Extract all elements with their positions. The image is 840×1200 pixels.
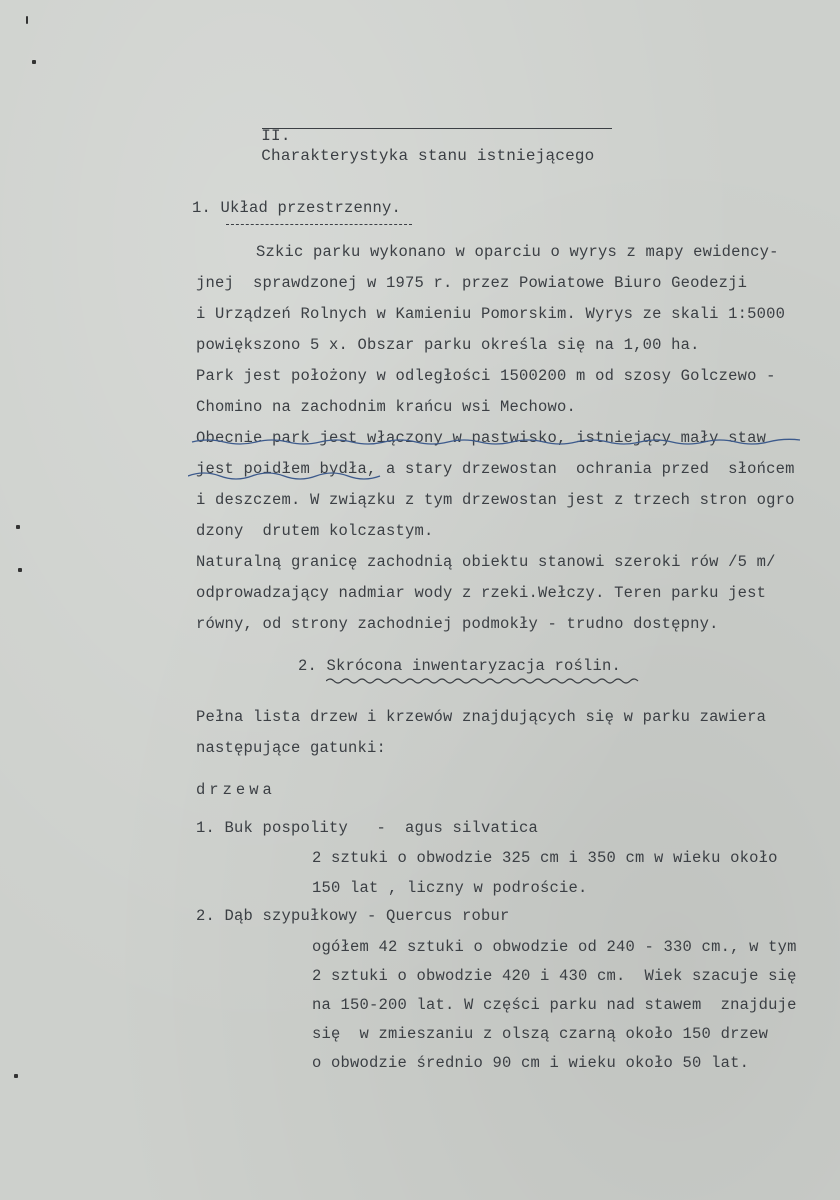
category-label: drzewa (196, 781, 276, 799)
heading-text: Charakterystyka stanu istniejącego (261, 147, 595, 165)
list-item-detail: o obwodzie średnio 90 cm i wieku około 50 lat. (312, 1054, 750, 1072)
paragraph-line: dzony drutem kolczastym. (196, 522, 434, 540)
section-heading (222, 106, 594, 186)
paragraph-line: Park jest położony w odległości 1500200 m od szosy Golczewo - (196, 367, 776, 385)
margin-mark (14, 1074, 18, 1078)
paragraph-line: odprowadzający nadmiar wody z rzeki.Wełczy. Teren parku jest (196, 584, 767, 602)
paragraph-line: następujące gatunki: (196, 739, 387, 757)
list-item-detail: ogółem 42 sztuki o obwodzie od 240 - 330 cm., w tym (312, 938, 797, 956)
list-item-title: 2. Dąb szypułkowy - Quercus robur (196, 907, 510, 925)
paragraph-line: i deszczem. W związku z tym drzewostan jest z trzech stron ogro (196, 491, 795, 509)
heading-number: II. (261, 127, 291, 145)
list-item-title: 1. Buk pospolity - agus silvatica (196, 819, 539, 837)
paragraph-line: jnej sprawdzonej w 1975 r. przez Powiatowe Biuro Geodezji (196, 274, 748, 292)
subsection-2-underline (326, 676, 646, 686)
list-item-detail: na 150-200 lat. W części parku nad stawem znajduje (312, 996, 797, 1014)
margin-mark (26, 16, 28, 24)
subsection-1-heading: 1. Układ przestrzenny. (192, 199, 402, 217)
paragraph-line: Obecnie park jest włączony w pastwisko, istniejący mały staw (196, 429, 767, 447)
paragraph-line: i Urządzeń Rolnych w Kamieniu Pomorskim. Wyrys ze skali 1:5000 (196, 305, 786, 323)
list-item-detail: 2 sztuki o obwodzie 420 i 430 cm. Wiek szacuje się (312, 967, 797, 985)
margin-mark (18, 568, 22, 572)
list-item-detail: 2 sztuki o obwodzie 325 cm i 350 cm w wieku około (312, 849, 778, 867)
handwritten-wavy-underline (188, 436, 828, 492)
subsection-1-underline (226, 224, 412, 225)
subsection-2-heading: 2. Skrócona inwentaryzacja roślin. (298, 657, 622, 675)
paragraph-line: Pełna lista drzew i krzewów znajdujących się w parku zawiera (196, 708, 767, 726)
paragraph-line: równy, od strony zachodniej podmokły - trudno dostępny. (196, 615, 719, 633)
margin-mark (16, 525, 20, 529)
paragraph-line: powiększono 5 x. Obszar parku określa się na 1,00 ha. (196, 336, 700, 354)
paragraph-line: Chomino na zachodnim krańcu wsi Mechowo. (196, 398, 577, 416)
margin-mark (32, 60, 36, 64)
paragraph-line: jest poidłem bydła, a stary drzewostan ochrania przed słońcem (196, 460, 795, 478)
list-item-detail: się w zmieszaniu z olszą czarną około 150 drzew (312, 1025, 769, 1043)
paragraph-line: Naturalną granicę zachodnią obiektu stanowi szeroki rów /5 m/ (196, 553, 776, 571)
heading-underline (262, 128, 612, 129)
paragraph-line: Szkic parku wykonano w oparciu o wyrys z mapy ewidency- (256, 243, 779, 261)
list-item-detail: 150 lat , liczny w podroście. (312, 879, 588, 897)
